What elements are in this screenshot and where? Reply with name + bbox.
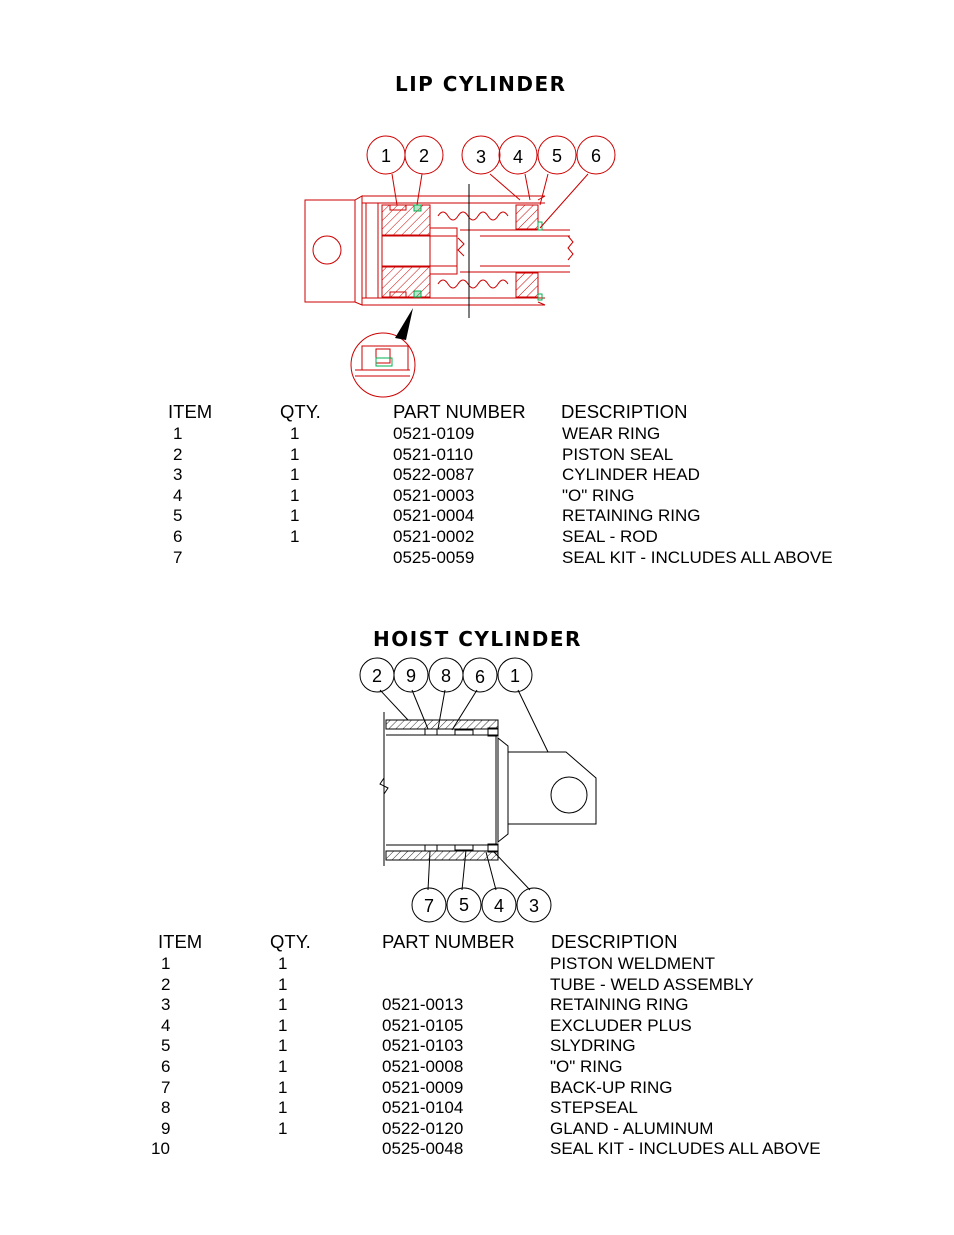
hoist-desc: STEPSEAL [550,1098,638,1118]
hoist-item: 5 [161,1036,171,1056]
hoist-part: 0522-0120 [382,1118,464,1138]
hoist-qty: 1 [278,1036,288,1056]
hoist-callout-bottom-4: 3 [528,896,540,916]
hoist-qty: 1 [278,1015,288,1035]
lip-item: 7 [173,547,183,567]
hoist-header-desc: DESCRIPTION [551,931,678,952]
lip-item: 6 [173,526,183,546]
lip-callout-3: 3 [475,147,487,167]
lip-header-item: ITEM [168,401,213,422]
lip-part: 0522-0087 [393,465,475,485]
lip-qty: 1 [290,506,300,526]
table-row [0,1139,954,1160]
hoist-desc: EXCLUDER PLUS [550,1015,692,1035]
hoist-item: 4 [161,1015,171,1035]
hoist-callout-bottom-1: 7 [423,896,435,916]
lip-qty: 1 [290,526,300,546]
hoist-part: 0521-0105 [382,1015,464,1035]
lip-header-qty: QTY. [280,401,321,422]
lip-qty: 1 [290,424,300,443]
lip-parts-table [0,400,954,568]
hoist-item: 3 [161,995,171,1015]
lip-item: 2 [173,444,183,464]
hoist-item: 6 [161,1056,171,1076]
hoist-part: 0521-0103 [382,1036,464,1056]
hoist-qty: 1 [278,974,288,994]
lip-header-part: PART NUMBER [393,401,526,422]
lip-callouts [367,136,615,174]
lip-callout-2: 2 [418,146,430,166]
lip-part: 0525-0059 [393,547,475,567]
hoist-item: 2 [161,974,171,994]
hoist-qty: 1 [278,954,288,973]
table-row [0,1016,954,1037]
table-row [0,445,954,466]
hoist-part: 0521-0008 [382,1056,464,1076]
hoist-cylinder-drawing [380,690,596,890]
hoist-desc: SEAL KIT - INCLUDES ALL ABOVE [550,1139,821,1159]
hoist-header-qty: QTY. [270,931,311,952]
lip-cylinder-drawing [305,174,588,397]
lip-part: 0521-0003 [393,485,475,505]
lip-item: 3 [173,465,183,485]
lip-callout-4: 4 [512,147,524,167]
hoist-item: 1 [161,954,171,973]
lip-cylinder-title: LIP CYLINDER [395,72,567,96]
table-row [0,1098,954,1119]
hoist-qty: 1 [278,995,288,1015]
hoist-header-part: PART NUMBER [382,931,515,952]
table-row [0,506,954,527]
table-row [0,548,954,569]
hoist-callout-top-2: 9 [405,666,417,686]
hoist-qty: 1 [278,1118,288,1138]
hoist-table-header [0,930,954,954]
hoist-callout-bottom-3: 4 [493,896,505,916]
table-row [0,1057,954,1078]
hoist-callout-top-4: 6 [474,667,486,687]
table-row [0,975,954,996]
hoist-qty: 1 [278,1077,288,1097]
hoist-qty: 1 [278,1056,288,1076]
lip-table-header [0,400,954,424]
table-row [0,424,954,445]
table-row [0,527,954,548]
lip-item: 1 [173,424,183,443]
lip-qty: 1 [290,444,300,464]
lip-desc: WEAR RING [562,424,661,443]
hoist-cylinder-title: HOIST CYLINDER [373,627,582,651]
hoist-item: 10 [151,1139,170,1159]
table-row [0,486,954,507]
lip-qty: 1 [290,485,300,505]
lip-callout-1: 1 [380,146,392,166]
hoist-part: 0521-0009 [382,1077,464,1097]
hoist-item: 7 [161,1077,171,1097]
hoist-desc: GLAND - ALUMINUM [550,1118,714,1138]
lip-part: 0521-0004 [393,506,475,526]
hoist-desc: BACK-UP RING [550,1077,673,1097]
hoist-callout-top-3: 8 [440,666,452,686]
hoist-header-item: ITEM [158,931,203,952]
hoist-part: 0521-0104 [382,1098,464,1118]
lip-callout-5: 5 [551,146,563,166]
lip-qty: 1 [290,465,300,485]
lip-part: 0521-0110 [393,444,474,464]
hoist-part: 0525-0048 [382,1139,464,1159]
hoist-parts-table [0,930,954,1160]
table-row [0,465,954,486]
lip-callout-6: 6 [590,146,602,166]
hoist-part: 0521-0013 [382,995,464,1015]
hoist-desc: RETAINING RING [550,995,689,1015]
lip-desc: RETAINING RING [562,506,701,526]
lip-item: 4 [173,485,183,505]
lip-part: 0521-0109 [393,424,475,443]
hoist-callout-top-1: 2 [371,666,383,686]
lip-desc: CYLINDER HEAD [562,465,700,485]
hoist-qty: 1 [278,1098,288,1118]
hoist-desc: PISTON WELDMENT [550,954,715,973]
table-row [0,995,954,1016]
hoist-item: 9 [161,1118,171,1138]
hoist-desc: TUBE - WELD ASSEMBLY [550,974,754,994]
lip-header-desc: DESCRIPTION [561,401,688,422]
lip-item: 5 [173,506,183,526]
table-row [0,1036,954,1057]
lip-part: 0521-0002 [393,526,475,546]
hoist-desc: "O" RING [550,1056,623,1076]
hoist-callout-top-5: 1 [509,666,521,686]
lip-desc: PISTON SEAL [562,444,674,464]
lip-desc: SEAL KIT - INCLUDES ALL ABOVE [562,547,833,567]
lip-desc: "O" RING [562,485,635,505]
hoist-callout-bottom-2: 5 [458,895,470,915]
table-row [0,1119,954,1140]
table-row [0,1078,954,1099]
hoist-item: 8 [161,1098,171,1118]
hoist-desc: SLYDRING [550,1036,636,1056]
table-row [0,954,954,975]
lip-desc: SEAL - ROD [562,526,658,546]
